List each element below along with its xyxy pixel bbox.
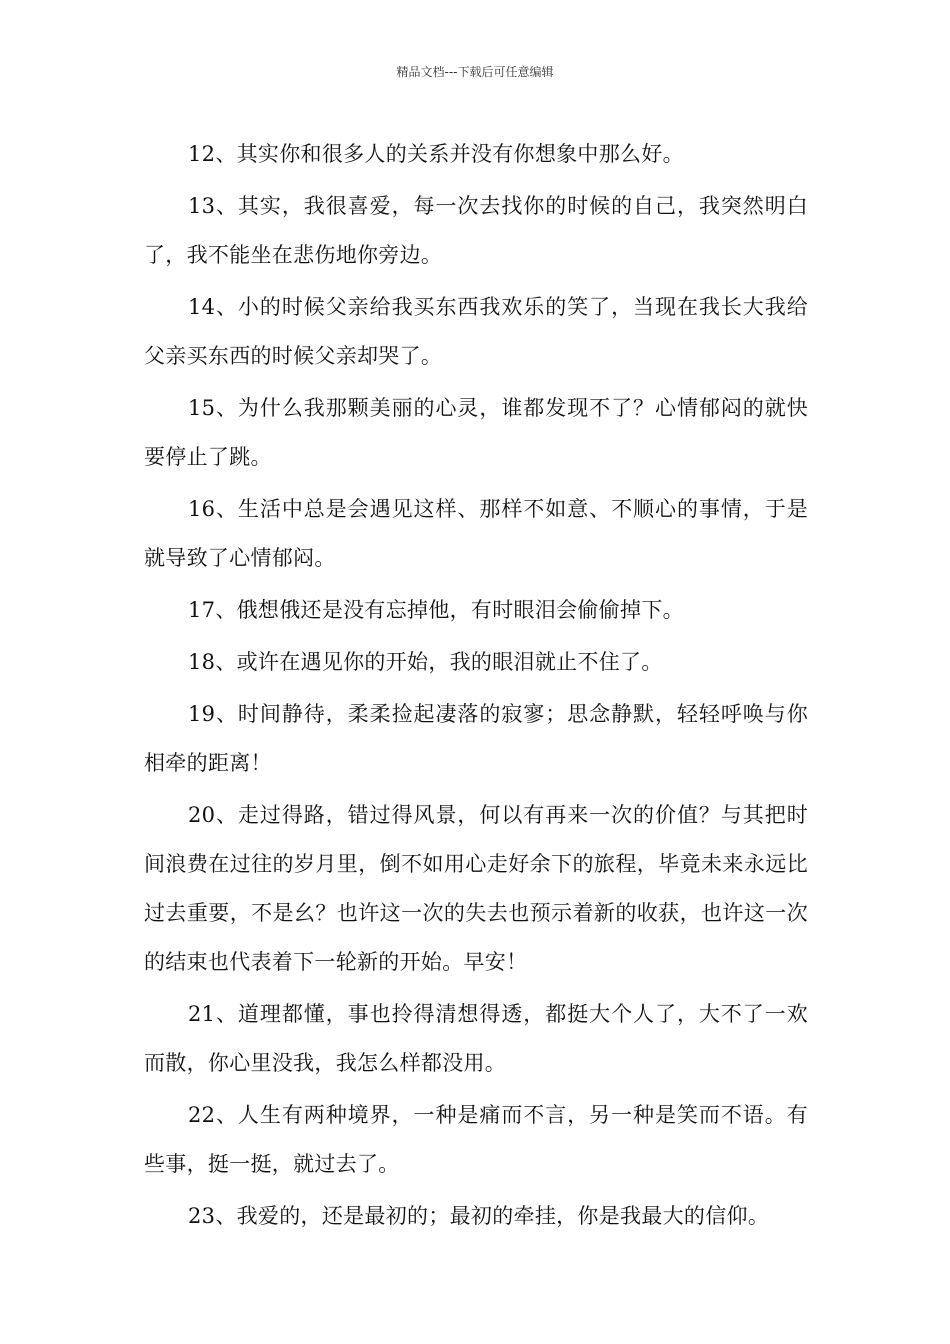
paragraph-13: 13、其实，我很喜爱，每一次去找你的时候的自己，我突然明白了，我不能坐在悲伤地你旁边。 bbox=[144, 194, 808, 267]
page-header: 精品文档---下载后可任意编辑 bbox=[396, 65, 554, 79]
document-body bbox=[144, 130, 808, 1244]
paragraph-20: 20、走过得路，错过得风景，何以有再来一次的价值？与其把时间浪费在过往的岁月里，倒不如用心走好余下的旅程，毕竟未来永远比过去重要，不是幺？也许这一次的失去也预示着新的收获，也许这一次的结束也代表着下一轮新的开始。早安！ bbox=[144, 803, 808, 974]
paragraph-15: 15、为什么我那颗美丽的心灵，谁都发现不了？心情郁闷的就快要停止了跳。 bbox=[144, 396, 808, 469]
paragraph-14: 14、小的时候父亲给我买东西我欢乐的笑了，当现在我长大我给父亲买东西的时候父亲却哭了。 bbox=[144, 295, 808, 368]
paragraph-21: 21、道理都懂，事也拎得清想得透，都挺大个人了，大不了一欢而散，你心里没我，我怎么样都没用。 bbox=[144, 1002, 808, 1075]
paragraph-18: 18、或许在遇见你的开始，我的眼泪就止不住了。 bbox=[188, 650, 663, 674]
paragraph-22: 22、人生有两种境界，一种是痛而不言，另一种是笑而不语。有些事，挺一挺，就过去了。 bbox=[144, 1103, 808, 1176]
paragraph-12: 12、其实你和很多人的关系并没有你想象中那么好。 bbox=[188, 142, 684, 166]
paragraph-19: 19、时间静待，柔柔捡起凄落的寂寥；思念静默，轻轻呼唤与你相牵的距离！ bbox=[144, 702, 808, 775]
paragraph-17: 17、俄想俄还是没有忘掉他，有时眼泪会偷偷掉下。 bbox=[188, 598, 684, 622]
paragraph-23: 23、我爱的，还是最初的；最初的牵挂，你是我最大的信仰。 bbox=[188, 1204, 770, 1228]
paragraph-16: 16、生活中总是会遇见这样、那样不如意、不顺心的事情，于是就导致了心情郁闷。 bbox=[144, 497, 808, 570]
